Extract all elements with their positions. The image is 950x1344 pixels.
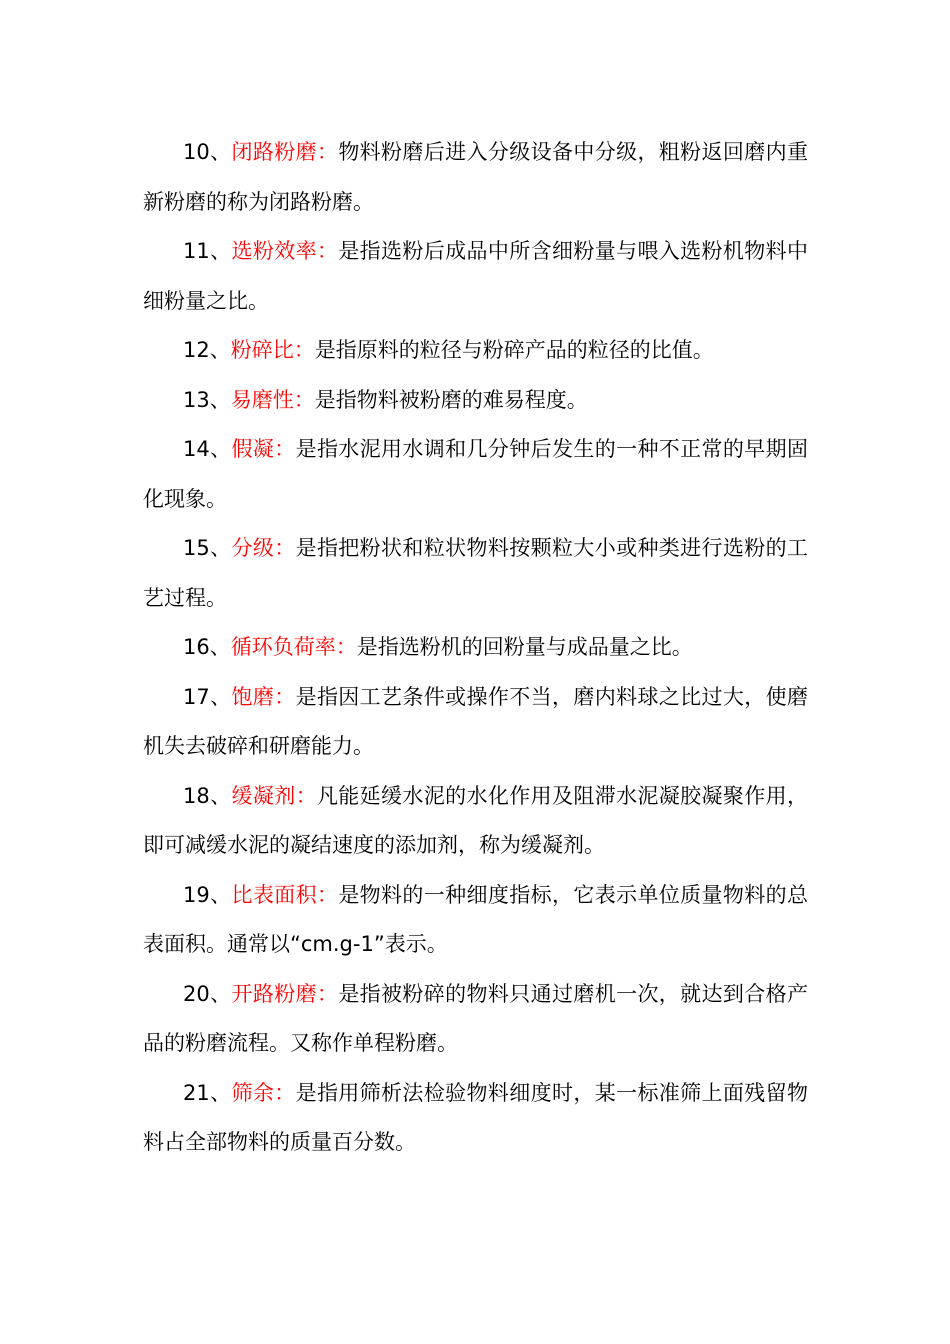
entry-number: 17、 xyxy=(183,684,232,709)
glossary-entry xyxy=(143,524,808,623)
glossary-entry xyxy=(143,376,808,426)
glossary-entry xyxy=(143,623,808,673)
entry-definition: 是物料的一种细度指标，它表示单位质量物料的总表面积。通常以“cm.g-1”表示。 xyxy=(143,882,809,956)
entry-number: 19、 xyxy=(183,882,232,907)
entry-term: 筛余： xyxy=(231,1080,296,1105)
entry-number: 13、 xyxy=(183,387,231,412)
entry-definition: 物料粉磨后进入分级设备中分级，粗粉返回磨内重新粉磨的称为闭路粉磨。 xyxy=(143,140,809,214)
entry-definition: 是指物料被粉磨的难易程度。 xyxy=(314,387,588,412)
glossary-entry xyxy=(143,425,808,524)
glossary-entry xyxy=(143,871,808,970)
glossary-entry xyxy=(143,673,808,772)
entry-term: 比表面积： xyxy=(231,882,339,907)
entry-number: 14、 xyxy=(183,437,232,461)
entry-definition: 是指因工艺条件或操作不当，磨内料球之比过大，使磨机失去破碎和研磨能力。 xyxy=(143,684,809,758)
glossary-entry xyxy=(143,128,808,227)
glossary-content xyxy=(143,128,808,1168)
entry-number: 10、 xyxy=(183,140,232,164)
entry-term: 易磨性： xyxy=(230,387,315,412)
entry-term: 循环负荷率： xyxy=(230,635,357,659)
entry-definition: 是指把粉状和粒状物料按颗粒大小或种类进行选粉的工艺过程。 xyxy=(143,536,809,610)
glossary-entry xyxy=(143,970,808,1069)
glossary-entry xyxy=(143,1069,808,1168)
entry-number: 15、 xyxy=(183,536,232,560)
entry-definition: 是指用筛析法检验物料细度时，某一标准筛上面残留物料占全部物料的质量百分数。 xyxy=(143,1080,809,1154)
glossary-entry xyxy=(143,326,808,376)
entry-number: 12、 xyxy=(183,338,231,362)
entry-number: 21、 xyxy=(183,1080,232,1105)
entry-definition: 凡能延缓水泥的水化作用及阻滞水泥凝胶凝聚作用，即可减缓水泥的凝结速度的添加剂，称为缓凝剂。 xyxy=(143,783,809,857)
entry-term: 缓凝剂： xyxy=(231,783,317,808)
entry-term: 粉碎比： xyxy=(230,338,315,362)
entry-number: 20、 xyxy=(183,981,232,1006)
entry-definition: 是指选粉机的回粉量与成品量之比。 xyxy=(356,635,693,659)
entry-number: 16、 xyxy=(183,635,231,659)
entry-number: 18、 xyxy=(183,783,232,808)
entry-term: 饱磨： xyxy=(231,684,296,709)
entry-definition: 是指水泥用水调和几分钟后发生的一种不正常的早期固化现象。 xyxy=(143,437,809,511)
entry-number: 11、 xyxy=(183,239,232,263)
glossary-entry xyxy=(143,772,808,871)
entry-definition: 是指选粉后成品中所含细粉量与喂入选粉机物料中细粉量之比。 xyxy=(143,239,809,313)
entry-term: 分级： xyxy=(231,536,296,560)
entry-term: 开路粉磨： xyxy=(231,981,339,1006)
entry-term: 假凝： xyxy=(231,437,296,461)
entry-definition: 是指原料的粒径与粉碎产品的粒径的比值。 xyxy=(314,338,714,362)
entry-term: 选粉效率： xyxy=(231,239,339,263)
entry-definition: 是指被粉碎的物料只通过磨机一次，就达到合格产品的粉磨流程。又称作单程粉磨。 xyxy=(143,981,809,1055)
glossary-entry xyxy=(143,227,808,326)
entry-term: 闭路粉磨： xyxy=(231,140,339,164)
